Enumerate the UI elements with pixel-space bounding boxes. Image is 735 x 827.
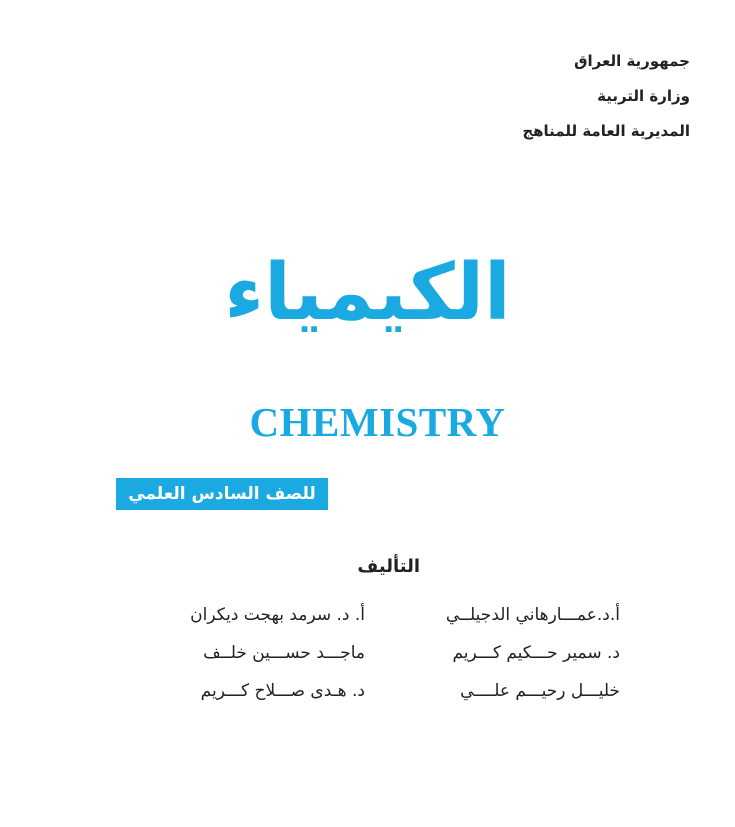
authoring-heading: التأليف	[357, 556, 420, 577]
title-english: CHEMISTRY	[249, 399, 506, 445]
author-name: خليـــل رحيـــم علــــي	[460, 681, 620, 701]
author-name: د. هـدى صـــلاح كـــريم	[200, 681, 365, 701]
directorate-line: المديرية العامة للمناهج	[522, 122, 690, 140]
author-name: ماجـــد حســـين خلــف	[203, 643, 365, 663]
title-arabic: الكيمياء	[224, 248, 511, 338]
authors-list	[130, 598, 620, 708]
author-name: د. سمير حـــكيم كـــريم	[452, 643, 620, 663]
grade-badge: للصف السادس العلمي	[116, 478, 328, 510]
author-name: أ.د.عمـــارهاني الدجيلــي	[445, 605, 620, 625]
ministry-line: وزارة التربية	[597, 87, 690, 105]
ministry-header	[470, 44, 690, 149]
author-name: أ. د. سرمد بهجت ديكران	[190, 605, 365, 625]
republic-line: جمهورية العراق	[574, 52, 690, 70]
